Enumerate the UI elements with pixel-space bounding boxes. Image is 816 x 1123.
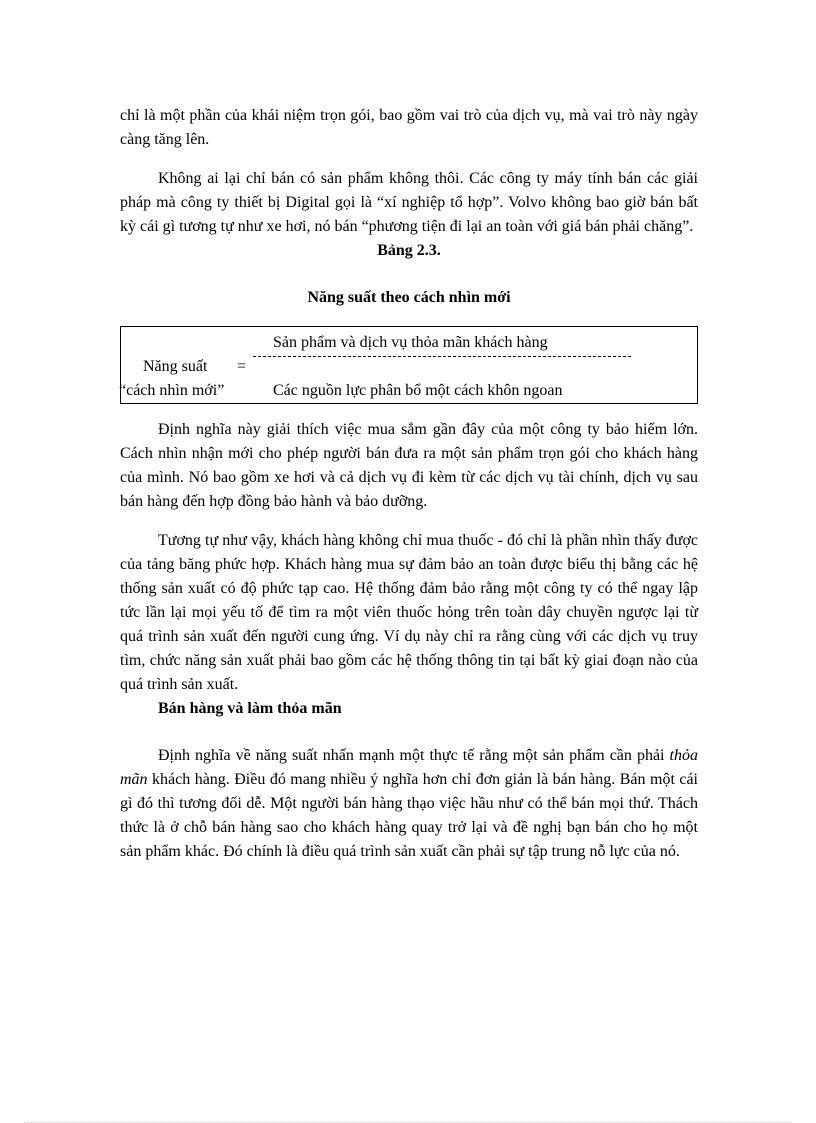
paragraph-satisfaction-part1: Định nghĩa về năng suất nhấn mạnh một thực tế rằng một sản phẩm cần phải xyxy=(158,747,670,764)
table-number: Bảng 2.3. xyxy=(377,242,441,259)
paragraph-satisfaction-part2: khách hàng. Điều đó mang nhiều ý nghĩa hơn chỉ đơn giản là bán hàng. Bán một cái gì đó thì tương đối dễ. Một người bán hàng thạo việc hầu như có thể bán mọi thứ. Thách thức là ở chỗ bán hàng sao cho khách hàng quay trở lại và đề nghị bạn bán cho họ một sản phẩm khác. Đó chính là điều quá trình sản xuất cần phải sự tập trung nỗ lực của nó. xyxy=(120,771,698,860)
paragraph-product-solutions: Không ai lại chỉ bán có sản phẩm không thôi. Các công ty máy tính bán các giải pháp mà công ty thiết bị Digital gọi là “xí nghiệp tổ hợp”. Volvo không bao giờ bán bất kỳ cái gì tương tự như xe hơi, nó bán “phương tiện đi lại an toàn với giá bán phải chăng”. xyxy=(120,170,698,235)
paragraph-satisfaction xyxy=(120,744,698,864)
table-title: Năng suất theo cách nhìn mới xyxy=(307,289,511,306)
formula-fraction-line xyxy=(253,356,631,357)
paragraph-medicine-example: Tương tự như vậy, khách hàng không chỉ mua thuốc - đó chỉ là phần nhìn thấy được của tảng băng phức hợp. Khách hàng mua sự đảm bảo an toàn được biểu thị bằng các hệ thống sản xuất có độ phức tạp cao. Hệ thống đảm bảo rằng một công ty có thể ngay lập tức lần lại mọi yếu tố để tìm ra một viên thuốc hỏng trên toàn dây chuyền ngược lại từ quá trình sản xuất đến người cung ứng. Ví dụ này chỉ ra rằng cùng với các dịch vụ truy tìm, chức năng sản xuất phải bao gồm các hệ thống thông tin tại bất kỳ giai đoạn nào của quá trình sản xuất. xyxy=(120,532,698,693)
formula-left-line1: Năng suất xyxy=(143,358,208,375)
document-page xyxy=(120,104,698,864)
formula-denominator: Các nguồn lực phân bổ một cách khôn ngoan xyxy=(273,382,563,399)
section-heading: Bán hàng và làm thỏa mãn xyxy=(158,700,342,717)
paragraph-definition-explained: Định nghĩa này giải thích việc mua sắm gần đây của một công ty bảo hiểm lớn. Cách nhìn nhận mới cho phép người bán đưa ra một sản phẩm trọn gói cho khách hàng của mình. Nó bao gồm xe hơi và cả dịch vụ đi kèm từ các dịch vụ tài chính, dịch vụ sau bán hàng đến hợp đồng bảo hành và bảo dưỡng. xyxy=(120,421,698,510)
formula-equals-sign: = xyxy=(237,358,247,375)
paragraph-continuation: chỉ là một phần của khái niệm trọn gói, bao gồm vai trò của dịch vụ, mà vai trò này ngày càng tăng lên. xyxy=(120,107,698,148)
emphasis-satisfy: thỏa mãn xyxy=(120,747,698,788)
productivity-formula-box xyxy=(120,326,698,404)
formula-numerator: Sản phẩm và dịch vụ thỏa mãn khách hàng xyxy=(273,334,548,351)
formula-left-line2: “cách nhìn mới” xyxy=(119,382,225,399)
